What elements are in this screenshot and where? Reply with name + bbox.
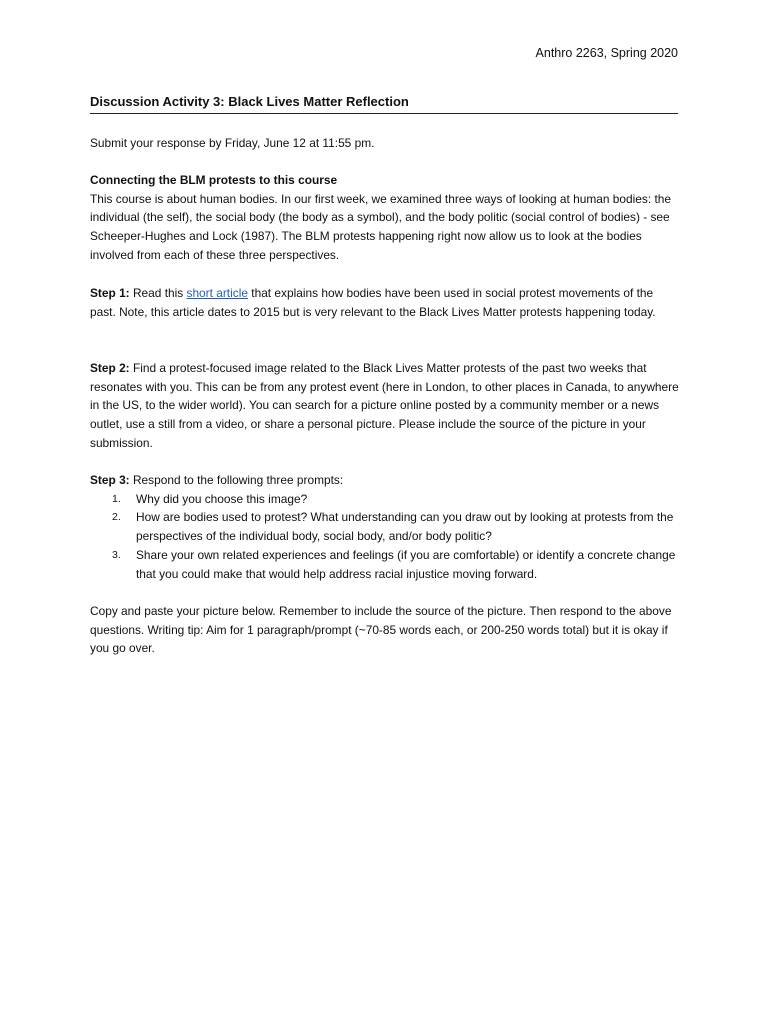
step-3-text: Respond to the following three prompts:: [129, 473, 344, 487]
course-info: Anthro 2263, Spring 2020: [535, 46, 678, 60]
step-3-label: Step 3:: [90, 473, 130, 487]
section-heading: Connecting the BLM protests to this course: [90, 173, 338, 187]
prompt-text: How are bodies used to protest? What understanding can you draw out by looking at protests from the perspectives of the individual body, social body, and/or body politic?: [136, 510, 674, 544]
step-1: [90, 284, 682, 321]
step-3: [90, 471, 682, 583]
section-paragraph: This course is about human bodies. In our first week, we examined three ways of looking at human bodies: the individual (the self), the social body (the body as a symbol), and the body politic (social control of bodies) - see Scheeper-Hughes and Lock (1987). The BLM protests happening right now allow us to look at the bodies involved from each of these three perspectives.: [90, 191, 671, 262]
step-2: [90, 359, 682, 453]
title-divider: [90, 113, 678, 114]
prompt-number: 3.: [112, 548, 121, 561]
step-1-text-before: Read this: [129, 286, 187, 300]
list-item: [90, 508, 682, 545]
short-article-link[interactable]: short article: [186, 286, 248, 300]
prompt-number: 1.: [112, 492, 121, 505]
closing-instructions: Copy and paste your picture below. Remember to include the source of the picture. Then respond to the above questions. Writing tip: Aim for 1 paragraph/prompt (~70-85 words each, or 200-250 words total) but it is okay if you go over.: [90, 604, 672, 656]
prompt-text: Share your own related experiences and feelings (if you are comfortable) or identify a concrete change that you could make that would help address racial injustice moving forward.: [136, 547, 676, 581]
submit-deadline: Submit your response by Friday, June 12 at 11:55 pm.: [90, 136, 375, 150]
section-connecting: [90, 171, 682, 265]
step-1-text-after: that explains how bodies have been used in social protest movements of the past. Note, this article dates to 2015 but is very relevant to the Black Lives Matter protests happening today.: [90, 286, 656, 319]
step-2-text: Find a protest-focused image related to the Black Lives Matter protests of the past two weeks that resonates with you. This can be from any protest event (here in London, to other places in Canada, to anywhere in the US, to the wider world). You can search for a picture online posted by a community member or a news outlet, use a still from a video, or share a personal picture. Please include the source of the picture in your submission.: [90, 361, 679, 450]
list-item: [90, 546, 682, 583]
step-1-label: Step 1:: [90, 286, 130, 300]
prompt-number: 2.: [112, 511, 121, 524]
prompt-list: [90, 490, 682, 584]
step-2-label: Step 2:: [90, 361, 130, 375]
prompt-text: Why did you choose this image?: [136, 491, 308, 506]
page-title: Discussion Activity 3: Black Lives Matter Reflection: [90, 94, 409, 109]
list-item: [90, 490, 682, 509]
